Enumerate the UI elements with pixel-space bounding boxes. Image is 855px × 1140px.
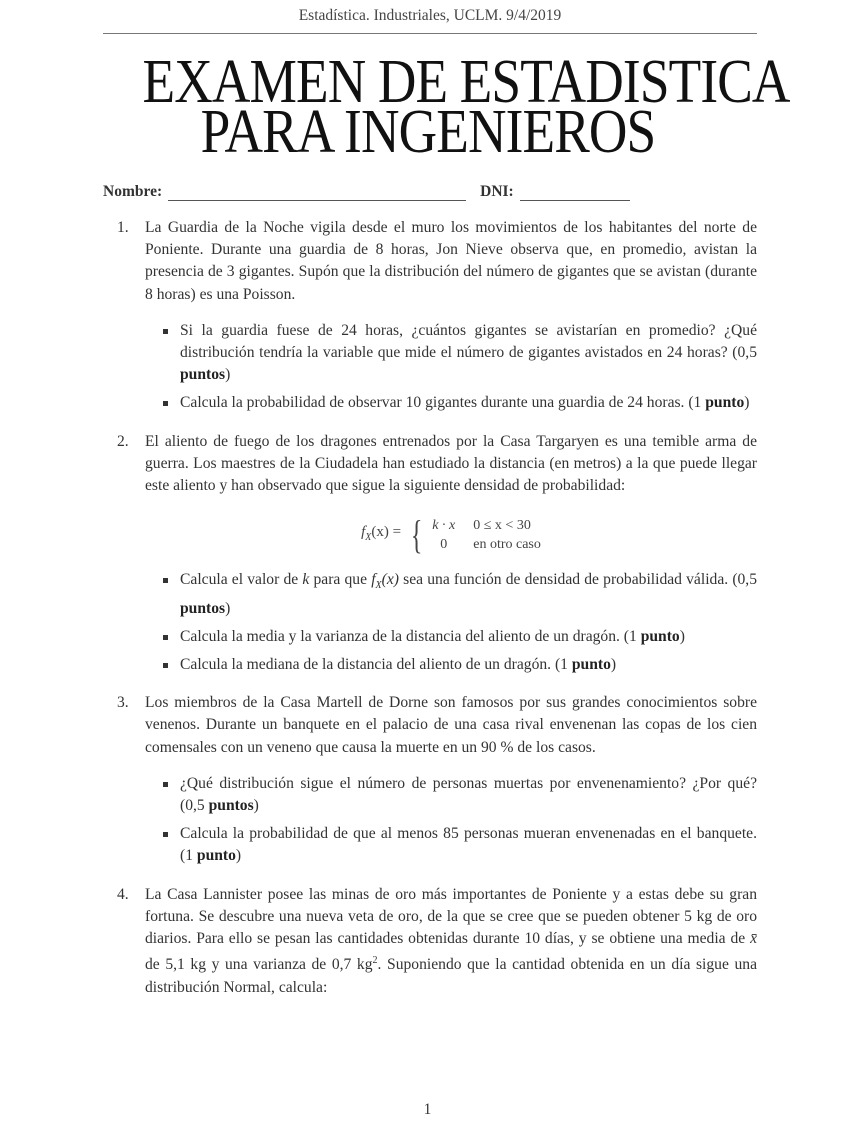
questions	[103, 217, 757, 1015]
left-brace-icon: {	[410, 512, 423, 558]
question-text: La Guardia de la Noche vigila desde el muro los movimientos de los habitantes del norte de Poniente. Durante una guardia de 8 horas, Jon Nieve observa que, en promedio, avistan la presencia de 3 gigantes. Supón que la distribución del número de gigantes que se avistan (durante 8 horas) es una Poisson.	[145, 219, 757, 303]
question-items	[145, 569, 757, 676]
running-header: Estadística. Industriales, UCLM. 9/4/2019	[298, 7, 562, 24]
question-4: 4. La Casa Lannister posee las minas de oro más importantes de Poniente y a estas debe su gran fortuna. Se descubre una nueva veta de oro, de la que se cree que se pueden obtener 5 kg de oro diarios. Para ello se pesan las cantidades obtenidas durante 10 días, y se obtiene una media de x̄ de 5,1 kg y una varianza de 0,7 $kg^2$. Suponiendo que la cantidad obtenida en un día sigue una distribución Normal, calcula:	[117, 885, 757, 996]
question-number: 4.	[117, 885, 129, 903]
bullet-icon	[163, 578, 168, 583]
bullet-icon	[163, 329, 168, 334]
question-3	[103, 692, 757, 867]
question-text: El aliento de fuego de los dragones entrenados por la Casa Targaryen es una temible arma de guerra. Los maestres de la Ciudadela han estudiado la distancia (en metros) a la que puede llegar este aliento y han observado que sigue la siguiente densidad de probabilidad:	[145, 432, 757, 495]
bullet-icon	[163, 635, 168, 640]
page-number: 1	[423, 1101, 432, 1118]
sample-mean-symbol: x̄	[750, 929, 757, 947]
question-number: 1.	[117, 219, 129, 236]
question-items	[145, 320, 757, 415]
title-line-2: PARA INGENIEROS	[200, 98, 656, 166]
dni-label: DNI:	[480, 183, 514, 200]
question-number: 3.	[117, 694, 129, 712]
exam-title	[96, 48, 790, 166]
bullet-icon	[163, 832, 168, 837]
formula-cases: k · x 0 ≤ x < 30 0 en otro caso	[432, 518, 541, 553]
question-items	[145, 773, 757, 868]
question-item: Calcula la probabilidad de que al menos 85 personas mueran envenenadas en el banquete. (1 punto)	[145, 823, 757, 867]
question-1	[103, 217, 757, 415]
question-number: 2.	[117, 432, 129, 450]
dni-field[interactable]	[520, 186, 630, 201]
header-rule	[103, 33, 757, 34]
question-item: Calcula la mediana de la distancia del aliento de un dragón. (1 punto)	[145, 654, 757, 676]
question-item: Calcula la media y la varianza de la distancia del aliento de un dragón. (1 punto)	[145, 626, 757, 648]
question-text: Los miembros de la Casa Martell de Dorne son famosos por sus grandes conocimientos sobre venenos. Durante un banquete en el palacio de una casa rival envenenan las copas de los cien comensales con un veneno que causa la muerte en un 90 % de los casos.	[145, 694, 757, 756]
bullet-icon	[163, 782, 168, 787]
density-formula	[145, 512, 757, 558]
student-info-row	[103, 183, 630, 201]
bullet-icon	[163, 401, 168, 406]
title-line-1: EXAMEN DE ESTADISTICA	[142, 48, 790, 116]
question-item: Si la guardia fuese de 24 horas, ¿cuántos gigantes se avistarían en promedio? ¿Qué distribución tendría la variable que mide el número de gigantes avistados en 24 horas? (0,5 puntos)	[145, 320, 757, 387]
bullet-icon	[163, 663, 168, 668]
question-item: Calcula el valor de k para que $f_X(x)$ sea una función de densidad de probabilidad válida. (0,5 puntos)	[145, 569, 757, 620]
name-field[interactable]	[168, 186, 466, 201]
question-item: ¿Qué distribución sigue el número de personas muertas por envenenamiento? ¿Por qué? (0,5 puntos)	[145, 773, 757, 817]
formula-lhs: $f_X(x)$ =	[361, 524, 402, 544]
question-item: Calcula la probabilidad de observar 10 gigantes durante una guardia de 24 horas. (1 punto)	[145, 392, 757, 414]
name-label: Nombre:	[103, 183, 163, 200]
question-2	[103, 431, 757, 677]
